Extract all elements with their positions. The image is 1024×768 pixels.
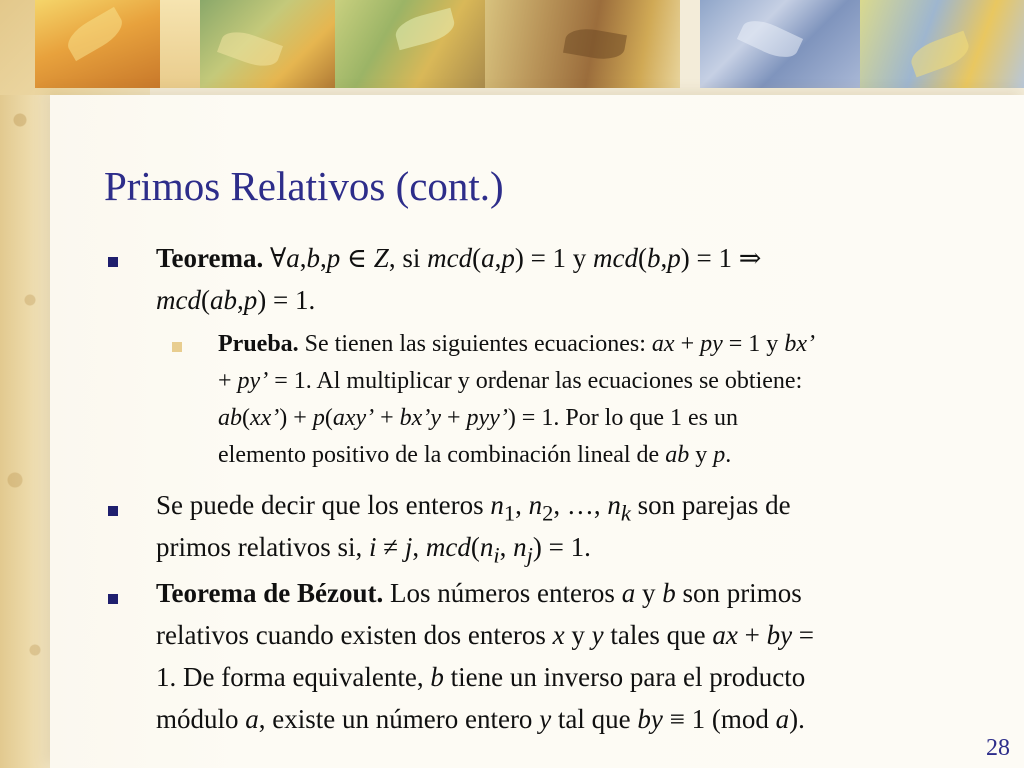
bullet2-line2: primos relativos si, i ≠ j, $mcd(n_i$, $n_j) = 1$. xyxy=(156,532,591,568)
bullet3-line4: módulo a, existe un número entero y tal que by ≡ 1 (mod a). xyxy=(156,704,805,734)
sub-bullet1-line3: ab(xx’) + p(axy’ + bx’y + pyy’) = 1. Por lo que 1 es un xyxy=(218,405,738,431)
parchment-left-strip xyxy=(0,0,50,768)
bullet3-line3: 1. De forma equivalente, b tiene un inverso para el producto xyxy=(156,662,806,692)
bullet2-line1: Se puede decir que los enteros $n_1$, $n_2$, …, $n_k$ son parejas de xyxy=(156,490,791,526)
bullet1-line1: Teorema. ∀a,b,p ∈ Z, si mcd(a,p) = 1 y mcd(b,p) = 1 ⇒ xyxy=(156,243,762,273)
bullet-square-icon xyxy=(108,506,118,516)
bullet3-line1: Teorema de Bézout. Los números enteros a y b son primos xyxy=(156,578,802,608)
banner-tile-gap xyxy=(160,0,200,88)
banner-tile-gap xyxy=(680,0,700,88)
sub-bullet-square-icon xyxy=(172,342,182,352)
bullet-square-icon xyxy=(108,594,118,604)
leaf-banner xyxy=(35,0,1024,88)
banner-tile-leaf-pattern xyxy=(335,0,485,88)
bullet3-line2: relativos cuando existen dos enteros x y y tales que ax + by = xyxy=(156,620,815,650)
sub-bullet1-line1: Prueba. Se tienen las siguientes ecuaciones: ax + py = 1 y bx’ xyxy=(218,331,815,357)
banner-tile-green-leaf xyxy=(200,0,335,88)
banner-tile-fern xyxy=(860,0,1024,88)
banner-tile-blue-leaf xyxy=(700,0,860,88)
bullet1-line2: mcd(ab,p) = 1. xyxy=(156,285,316,315)
sub-bullet1-line2: + py’ = 1. Al multiplicar y ordenar las ecuaciones se obtiene: xyxy=(218,368,803,394)
bullet-square-icon xyxy=(108,257,118,267)
banner-tile-autumn-leaf xyxy=(35,0,160,88)
page-number: 28 xyxy=(986,735,1010,761)
sub-bullet1-line4: elemento positivo de la combinación lineal de ab y p. xyxy=(218,442,732,468)
banner-tile-brown-leaf xyxy=(485,0,680,88)
slide-title: Primos Relativos (cont.) xyxy=(104,163,504,209)
